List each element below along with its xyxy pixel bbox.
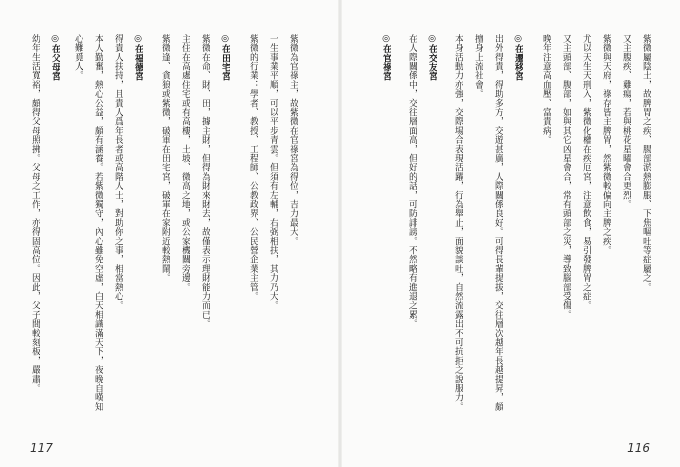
text-column: 尤以天生天刑入，紫微化權在疾厄宮，注意飲食，易引發脾胃之症。 [581, 34, 591, 310]
section-heading: ◎在交友宮 [427, 34, 437, 81]
text-column: 又主頭部、腹部，如與其它凶星會合，常有頭部之災，導致腦部受傷。 [561, 34, 571, 320]
text-column: 紫微在命、財、田，據主財，但得為財來財去，故僅表示理財能力而已。 [200, 34, 210, 329]
section-heading: ◎在父母宮 [50, 34, 60, 81]
text-column: 晚年注意高血壓、富貴病。 [541, 34, 551, 145]
text-column: 紫微屬陰土，故脾胃之疾、腸部淤熱膨脹、下焦嘔吐等症屬之。 [641, 34, 651, 292]
text-column: 本人勤奮，熱心公益，頗有涵養。若紫微獨守，內心雖免空虛，白天相識滿天下，夜晚自嘆知 [93, 34, 103, 412]
text-column: 紫微逢、貪狼或紫微，破軍在田宅宮，破軍在家附近較熱鬧。 [160, 34, 170, 283]
text-column: 心難覓人。 [73, 34, 83, 80]
page-number: 117 [30, 441, 53, 455]
section-heading: ◎在福德宮 [133, 34, 143, 81]
text-column: 本身活動力亦強，交際場合表現活躍，行為舉止，面貌談吐，自然流露出不可抗拒之說服力。 [453, 34, 463, 412]
text-column: 紫微的行業：學者、教授、工程師、公教政界、公民營企業主管。 [248, 34, 258, 301]
text-column: 得貴人扶持，且貴人爲年長者或高階人士，對助你之事，相當熱心。 [113, 34, 123, 310]
text-column: 主住在高處住宅或有高樓，土坡、微高之地，或公家機關旁邊。 [180, 34, 190, 292]
text-column: 又主腹疾、雞瘍，若與桃花星曜會合更烈。 [621, 34, 631, 209]
right-page [340, 0, 680, 467]
text-column: 一生事業平順，可以平步青雲。但須有左輔，右弼相扶，其力乃大。 [268, 34, 278, 310]
text-column: 在人際關係中，交往層面高，但好的話，可防誹謗。不然略有進退之累。 [407, 34, 417, 329]
text-column: 紫微與天府，祿存皆主脾胃，然紫微較偏向主脾之疾。 [601, 34, 611, 255]
section-heading: ◎在官祿宮 [381, 34, 391, 81]
section-heading: ◎在田宅宮 [220, 34, 230, 81]
text-column: 擅身上流社會。 [473, 34, 483, 99]
text-column: 幼年生活寬裕，頗得父母照拂。父母之工作，亦得固高位。因此，父子間較刻板，嚴肅。 [30, 34, 40, 393]
page-number: 116 [627, 441, 650, 455]
section-heading: ◎在遷移宮 [513, 34, 523, 81]
text-column: 紫微為官祿主，故紫微在官祿宮為得位，吉力最大。 [288, 34, 298, 246]
text-column: 出外得貴，得助多方，交遊甚廣，人際關係良好。可得長輩提拔，交往層次越年長越提昇，頗 [493, 34, 503, 412]
